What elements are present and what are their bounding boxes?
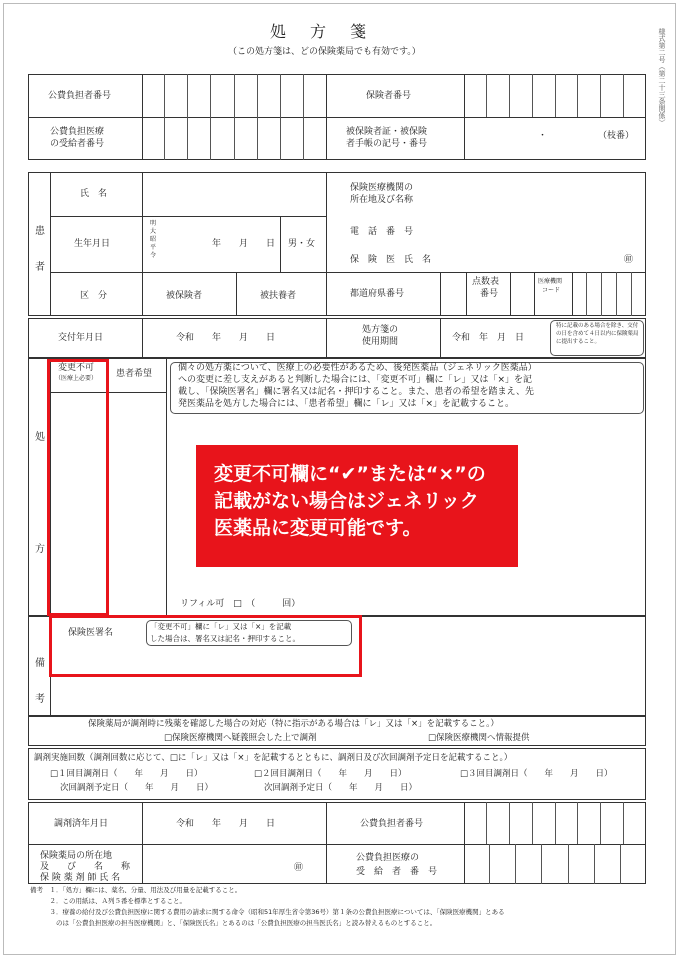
clinic-phone-label: 電 話 番 号	[350, 227, 414, 237]
dispense-first[interactable]: □１回目調剤日（ 年 月 日）	[50, 769, 203, 779]
no-change-label: 変更不可	[58, 363, 95, 373]
category-label: 区 分	[80, 291, 108, 301]
clinic-code-cells[interactable]	[572, 272, 646, 316]
issue-date-value: 令和 年 月 日	[176, 333, 276, 343]
era-options: 明 大 昭 平 令	[150, 220, 157, 259]
remarks-side-label-2: 考	[35, 694, 45, 705]
next-date-1[interactable]: 次回調剤予定日（ 年 月 日）	[60, 783, 214, 793]
patient-side-label-1: 患	[35, 226, 45, 237]
insurer-number-label: 保険者番号	[366, 91, 412, 101]
dispense-date-value: 令和 年 月 日	[176, 819, 276, 829]
form-title: 処 方 箋	[270, 22, 371, 41]
insurer-number-cells[interactable]	[464, 74, 646, 117]
recipient-number-label-2: の受給者番号	[50, 139, 105, 149]
clinic-code-label-2: コード	[542, 287, 561, 294]
points-table-label-2: 番号	[480, 289, 499, 299]
clinic-address-label-1: 保険医療機関の	[350, 183, 414, 193]
residual-option-inform[interactable]: □保険医療機関へ情報提供	[428, 733, 530, 743]
dob-ymd: 年 月 日	[212, 239, 276, 249]
remarks-side-label-1: 備	[35, 658, 45, 669]
pharmacy-payer-cells[interactable]	[464, 802, 646, 844]
payer-number-label: 公費負担者番号	[48, 91, 112, 101]
residual-option-inquiry[interactable]: □保険医療機関へ疑義照会した上で調剤	[164, 733, 317, 743]
clinic-address-label-2: 所在地及び名称	[350, 195, 414, 205]
pharmacy-recipient-label-1: 公費負担医療の	[356, 853, 420, 863]
validity-note: 特に記載のある場合を除き、交付の日を含めて４日以内に保険薬局に提出すること。	[556, 323, 639, 345]
doctor-seal: ㊞	[624, 255, 634, 265]
doctor-name-label: 保 険 医 氏 名	[350, 255, 432, 265]
signature-note-1: 「変更不可」欄に「レ」又は「×」を記載	[150, 622, 292, 631]
issue-date-label: 交付年月日	[58, 333, 104, 343]
pharmacy-address-label-2: 及 び 名 称	[40, 862, 131, 872]
payer-number-cells[interactable]	[142, 74, 326, 117]
instruction-line-3: 載し、「保険医署名」欄に署名又は記名・押印すること。また、患者の希望を踏まえ、先	[178, 387, 535, 397]
generic-callout: 変更不可欄に“✔”または“×”の 記載がない場合はジェネリック 医薬品に変更可能です。	[196, 445, 518, 567]
dispense-second[interactable]: □２回目調剤日（ 年 月 日）	[254, 769, 407, 779]
pharmacy-recipient-label-2: 受 給 者 番 号	[356, 867, 438, 877]
recipient-number-cells[interactable]	[142, 117, 326, 160]
pharmacy-recipient-cells[interactable]	[464, 844, 646, 884]
patient-wish-label: 患者希望	[116, 369, 153, 379]
validity-label-2: 使用期間	[362, 337, 399, 347]
insured-option[interactable]: 被保険者	[166, 291, 203, 301]
no-change-sublabel: （医療上必要）	[55, 375, 98, 382]
footnote-2: ２．この用紙は、Ａ列５番を標準とすること。	[30, 897, 186, 905]
sex-options[interactable]: 男・女	[288, 239, 316, 249]
residual-instruction: 保険薬局が調剤時に残薬を確認した場合の対応（特に指示がある場合は「レ」又は「×」を記載すること。）	[88, 719, 499, 729]
dispense-third[interactable]: □３回目調剤日（ 年 月 日）	[460, 769, 613, 779]
clinic-code-label-1: 医療機関	[538, 278, 563, 285]
form-side-note: 様式第二号（第二十三条関係）	[658, 28, 666, 126]
instruction-line-1: 個々の処方薬について、医療上の必要性があるため、後発医薬品（ジェネリック医薬品）	[178, 363, 537, 373]
pharmacy-payer-label: 公費負担者番号	[360, 819, 424, 829]
pharmacist-name-label: 保 険 薬 剤 師 氏 名	[40, 873, 121, 883]
dispense-date-label: 調剤済年月日	[54, 819, 109, 829]
card-number-label-1: 被保険者証・被保険	[346, 127, 428, 137]
doctor-signature-label: 保険医署名	[68, 628, 114, 638]
prefecture-number-label: 都道府県番号	[350, 289, 405, 299]
dependent-option[interactable]: 被扶養者	[260, 291, 297, 301]
validity-label-1: 処方箋の	[362, 325, 399, 335]
prescription-side-label-1: 処	[35, 432, 45, 443]
refill-option[interactable]: リフィル可 □ （ 回）	[180, 599, 301, 609]
recipient-number-label-1: 公費負担医療	[50, 127, 105, 137]
patient-side-label-2: 者	[35, 262, 45, 273]
instruction-line-2: への変更に差し支えがあると判断した場合には、「変更不可」欄に「レ」又は「×」を記	[178, 375, 533, 385]
signature-note-2: した場合は、署名又は記名・押印すること。	[150, 634, 300, 643]
footnote-1: 備考 １．「処方」欄には、薬名、分量、用法及び用量を記載すること。	[30, 886, 242, 894]
footnote-3: ３．療養の給付及び公費負担医療に関する費用の請求に関する命令（昭和51年厚生省令第36号）第１条の公費負担医療については、「保険医療機関」とある	[30, 908, 505, 916]
branch-number-label: （枝番）	[598, 131, 635, 141]
no-change-column-highlight	[47, 359, 109, 616]
pharmacy-address-label-1: 保険薬局の所在地	[40, 851, 113, 861]
points-table-label-1: 点数表	[472, 277, 500, 287]
card-number-dot: ・	[538, 131, 548, 141]
patient-dob-label: 生年月日	[74, 239, 111, 249]
instruction-line-4: 発医薬品を処方した場合には、「患者希望」欄に「レ」又は「×」を記載すること。	[178, 399, 515, 409]
patient-name-label: 氏 名	[80, 189, 108, 199]
form-subtitle: （この処方箋は、どの保険薬局でも有効です。）	[228, 47, 421, 57]
dispense-instruction: 調剤実施回数（調剤回数に応じて、□に「レ」又は「×」を記載するとともに、調剤日及び次回調剤予定日を記載すること。）	[34, 753, 513, 763]
footnote-4: のは「公費負担医療の担当医療機関」と、「保険医氏名」とあるのは「公費負担医療の担当医氏名」と読み替えるものとすること。	[30, 919, 437, 927]
validity-value: 令和 年 月 日	[452, 333, 525, 343]
pharmacist-seal: ㊞	[294, 863, 304, 873]
card-number-label-2: 者手帳の記号・番号	[346, 139, 428, 149]
next-date-2[interactable]: 次回調剤予定日（ 年 月 日）	[264, 783, 418, 793]
signature-highlight	[49, 615, 362, 677]
prescription-side-label-2: 方	[35, 544, 45, 555]
